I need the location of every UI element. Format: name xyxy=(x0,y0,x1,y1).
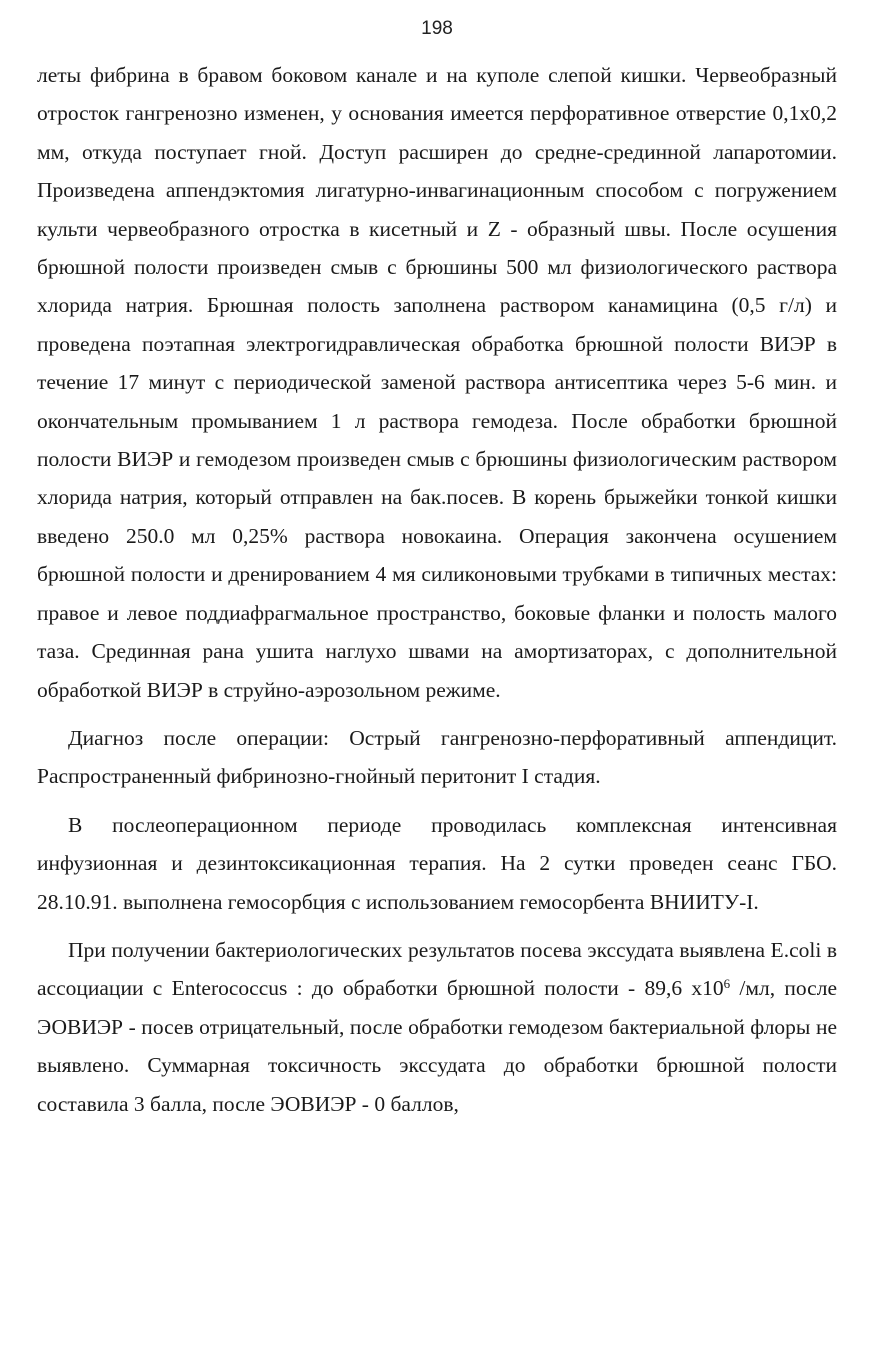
paragraph-postoperative-diagnosis: Диагноз после операции: Острый гангренозно-перфоративный аппендицит. Распространенный фибринозно-гнойный перитонит I стадия. xyxy=(37,725,837,789)
paragraph-bacteriology-results xyxy=(37,931,837,1123)
page-number: 198 xyxy=(421,18,453,39)
bacteriology-text-after: /мл, после ЭОВИЭР - посев отрицательный, после обработки гемодезом бактериальной флоры не выявлено. Суммарная токсичность экссудата до обработки брюшной полости составила 3 балла, после ЭОВИЭР - 0 баллов, xyxy=(37,976,837,1116)
bacteriology-text-before: При получении бактериологических результатов посева экссудата выявлена E.coli в ассоциации с Enterococcus : до обработки брюшной полости - 89,6 х10 xyxy=(37,937,837,1001)
paragraph-operation-description: леты фибрина в бравом боковом канале и на куполе слепой кишки. Червеобразный отросток гангренозно изменен, у основания имеется перфоративное отверстие 0,1х0,2 мм, откуда поступает гной. Доступ расширен до средне-срединной лапаротомии. Произведена аппендэктомия лигатурно-инвагинационным способом с погружением культи червеобразного отростка в кисетный и Z - образный швы. После осушения брюшной полости произведен смыв с брюшины 500 мл физиологического раствора хлорида натрия. Брюшная полость заполнена раствором канамицина (0,5 г/л) и проведена поэтапная электрогидравлическая обработка брюшной полости ВИЭР в течение 17 минут с периодической заменой раствора антисептика через 5-6 мин. и окончательным промыванием 1 л раствора гемодеза. После обработки брюшной полости ВИЭР и гемодезом произведен смыв с брюшины физиологическим раствором хлорида натрия, который отправлен на бак.посев. В корень брыжейки тонкой кишки введено 250.0 мл 0,25% раствора новокаина. Операция закончена осушением брюшной полости и дренированием 4 мя силиконовыми трубками в типичных местах: правое и левое поддиафрагмальное пространство, боковые фланки и полость малого таза. Срединная рана ушита наглухо швами на амортизаторах, с дополнительной обработкой ВИЭР в струйно-аэрозольном режиме. xyxy=(37,63,837,702)
document-body xyxy=(37,56,837,1133)
exponent-superscript: 6 xyxy=(723,976,731,992)
paragraph-postoperative-therapy: В послеоперационном периоде проводилась комплексная интенсивная инфузионная и дезинтоксикационная терапия. На 2 сутки проведен сеанс ГБО. 28.10.91. выполнена гемосорбция с использованием гемосорбента ВНИИТУ-I. xyxy=(37,812,837,914)
